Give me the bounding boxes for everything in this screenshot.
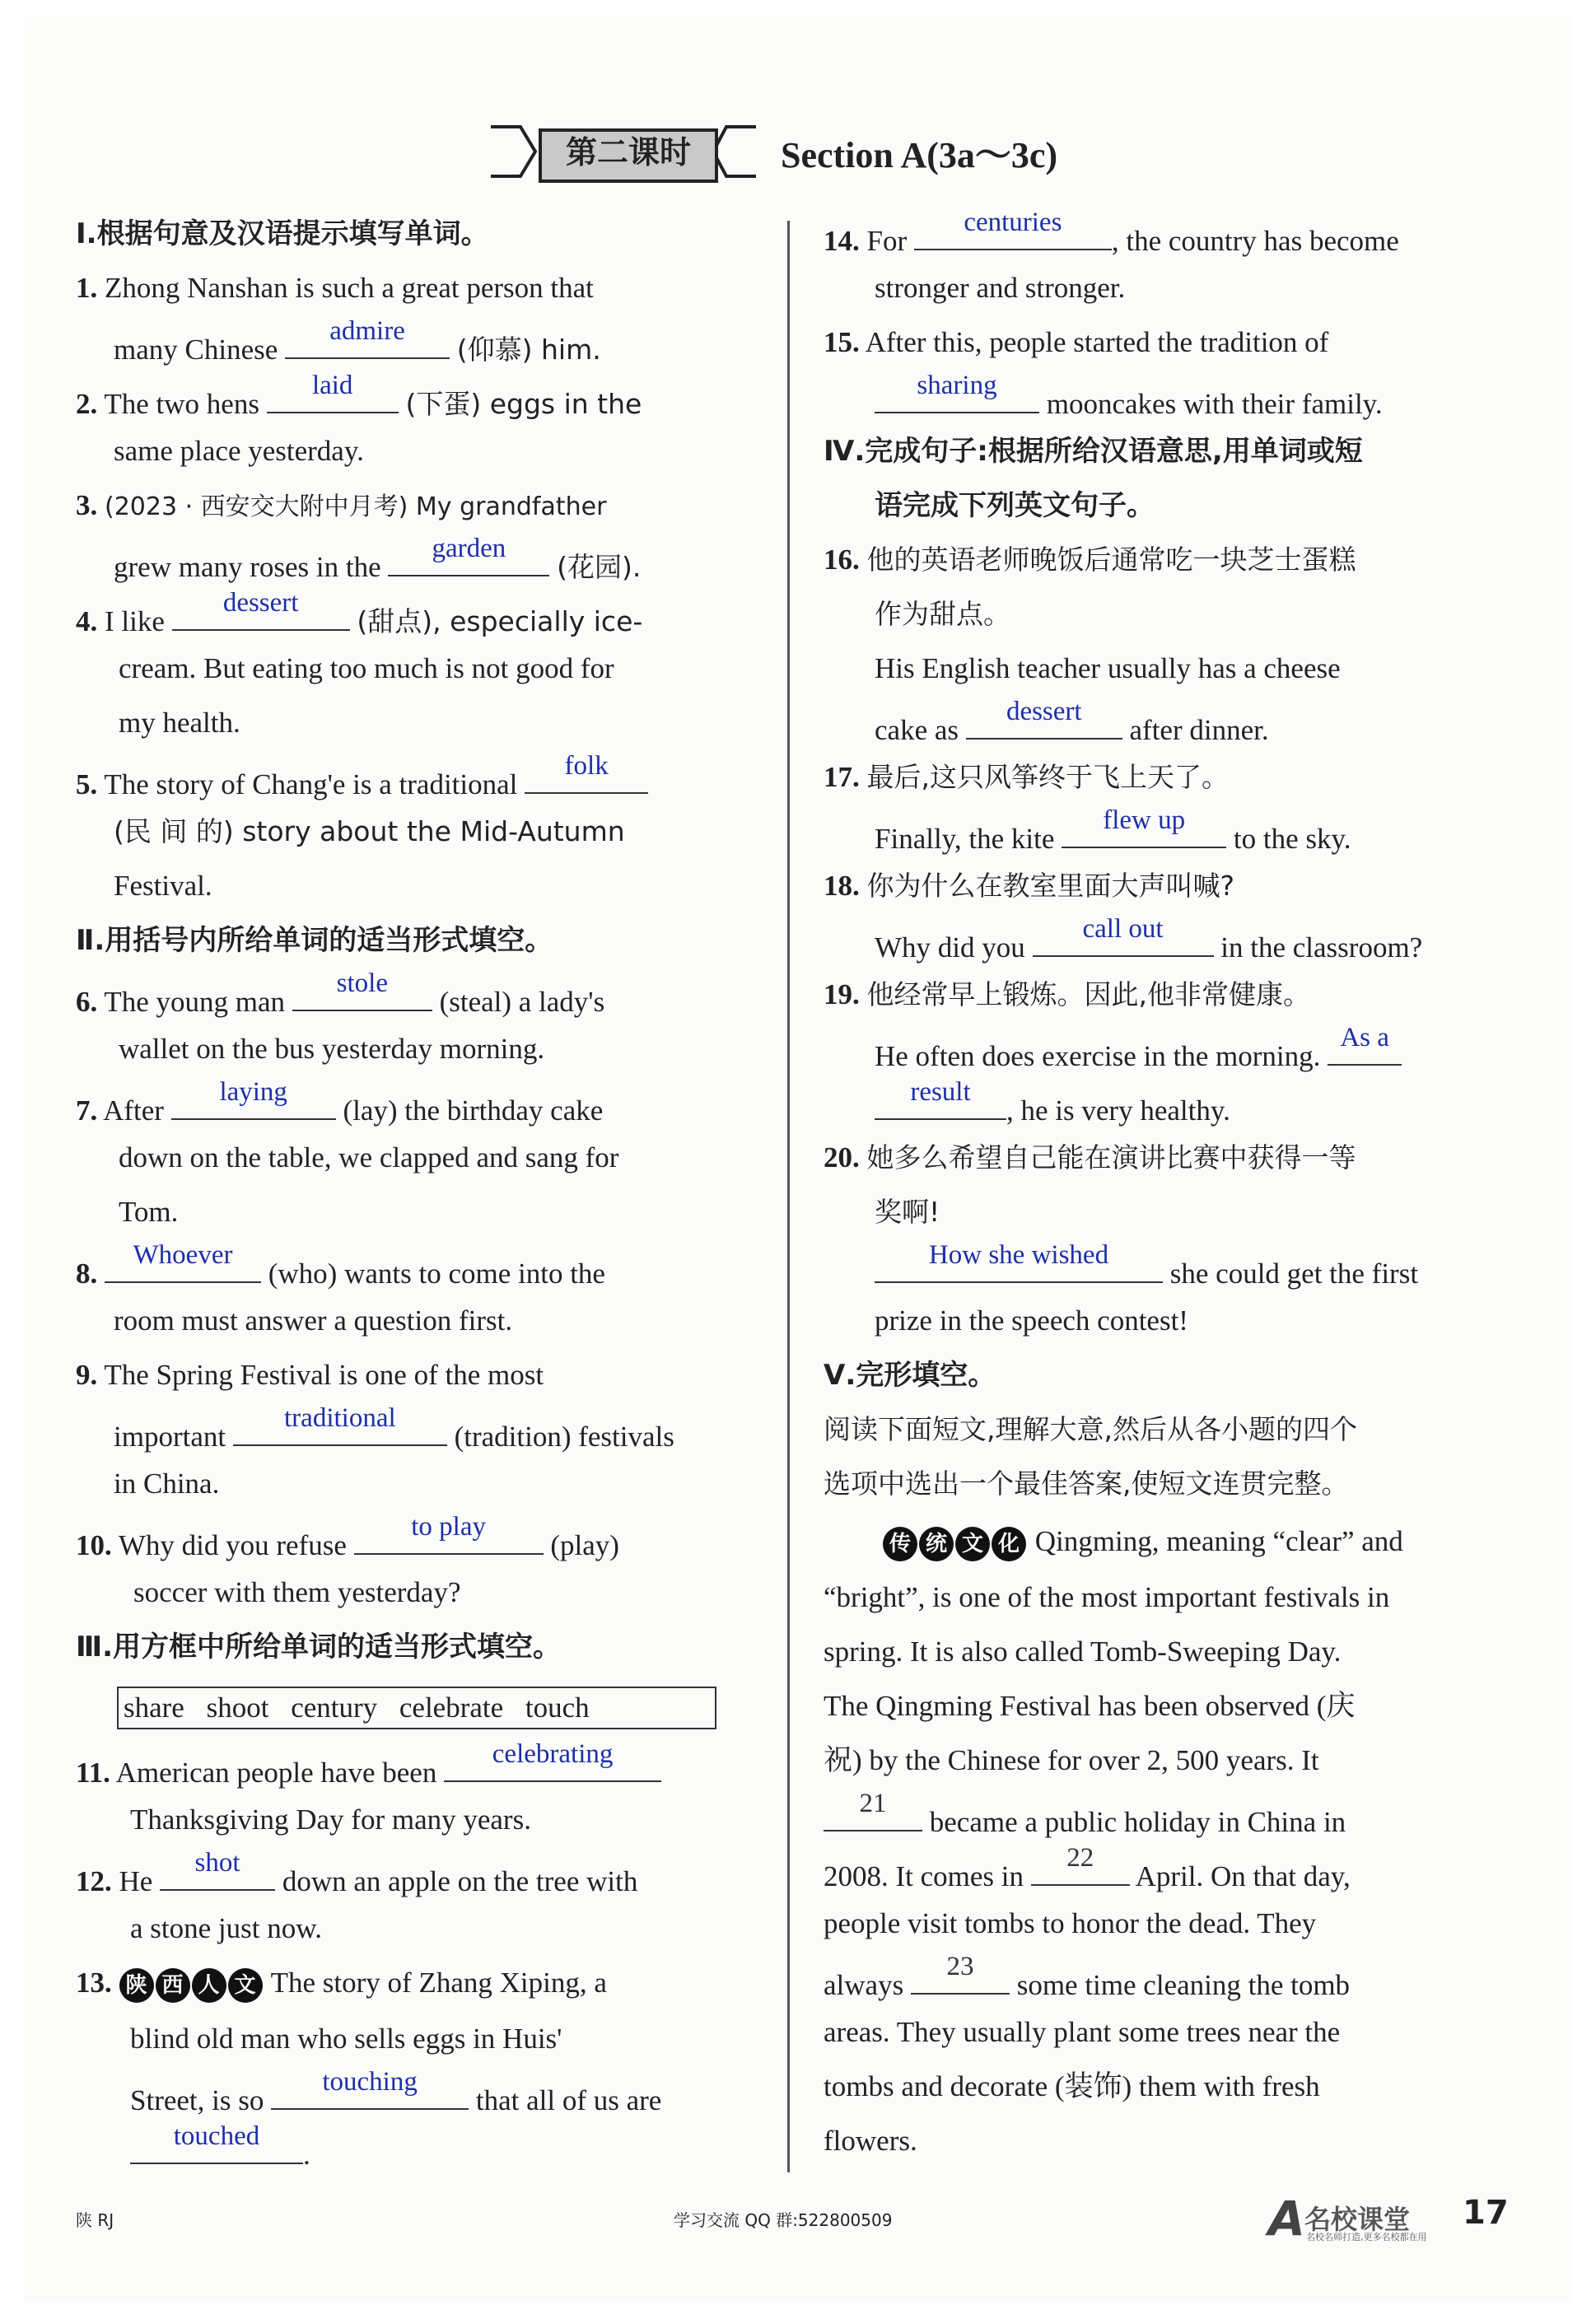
answer-text: folk [564,751,609,781]
passage-line: 祝) by the Chinese for over 2, 500 years. It [824,1744,1319,1776]
question-number: 10. [76,1529,112,1561]
answer-blank[interactable] [1033,914,1214,957]
question-text: (2023 · 西安交大附中月考) My grandfather [105,492,607,521]
badge-char: 陕 [119,1968,154,2003]
question-4-line3: my health. [119,707,240,739]
question-5 [76,751,648,803]
answer-blank[interactable] [285,316,450,359]
question-number: 12. [76,1865,112,1897]
answer-blank[interactable] [388,534,549,576]
part4-heading: Ⅳ.完成句子:根据所给汉语意思,用单词或短 [824,435,1363,468]
passage-line: The Qingming Festival has been observed (庆 [824,1690,1356,1722]
question-number: 4. [76,605,98,637]
question-text: (花园). [557,551,642,583]
badge-char: 文 [228,1968,263,2003]
question-number: 8. [76,1257,98,1290]
brand-logo [1268,2191,1433,2247]
answer-text: As a [1340,1023,1389,1052]
question-text: He [119,1865,153,1897]
passage-line: tombs and decorate (装饰) them with fresh [824,2070,1320,2102]
cloze-blank-22[interactable] [1031,1843,1130,1886]
question-number: 1. [76,272,98,304]
question-text: 他的英语老师晚饭后通常吃一块芝士蛋糕 [866,544,1356,576]
question-8 [76,1240,605,1292]
badge-char: 统 [919,1527,954,1561]
answer-blank[interactable] [1062,805,1226,848]
question-1 [76,270,594,306]
badge-char: 化 [992,1527,1026,1561]
answer-text: stole [336,968,388,998]
answer-text: dessert [222,588,299,618]
answer-blank[interactable] [875,371,1039,413]
passage-line: spring. It is also called Tomb-Sweeping Day. [824,1635,1342,1668]
passage-text: 2008. It comes in [824,1860,1024,1892]
question-text: many Chinese [114,334,278,366]
answer-text: shot [194,1848,240,1878]
answer-blank[interactable] [875,1240,1163,1283]
question-text: 她多么希望自己能在演讲比赛中获得一等 [866,1141,1356,1173]
question-text: (下蛋) eggs in the [405,388,642,420]
answer-blank[interactable] [444,1739,661,1782]
question-13-line4 [130,2121,310,2173]
part2-heading: Ⅱ.用括号内所给单词的适当形式填空。 [76,924,553,957]
question-6-line2: wallet on the bus yesterday morning. [119,1033,545,1065]
question-12-line2: a stone just now. [130,1912,322,1944]
question-number: 11. [76,1757,110,1789]
answer-blank[interactable] [130,2121,303,2164]
answer-text: flew up [1103,805,1186,835]
answer-blank[interactable] [525,751,648,794]
answer-blank[interactable] [966,697,1122,740]
question-number: 3. [76,489,98,521]
answer-text: touched [173,2121,260,2151]
logo-letter: A [1268,2191,1305,2247]
passage-line [824,1843,1351,1895]
question-13-line3 [130,2067,662,2119]
question-19-line3 [875,1077,1230,1129]
passage-text: became a public holiday in China in [929,1806,1346,1838]
question-number: 18. [824,870,860,902]
question-12 [76,1848,638,1900]
answer-text: traditional [284,1403,396,1433]
question-15-line2 [875,371,1383,422]
passage-line: flowers. [824,2125,917,2157]
passage-text: always [824,1969,904,2001]
question-13-line2: blind old man who sells eggs in Huis' [130,2023,562,2055]
question-text: I like [105,605,165,637]
answer-blank[interactable] [233,1403,447,1446]
question-4-line2: cream. But eating too much is not good for [119,652,614,684]
answer-blank[interactable] [292,968,432,1011]
answer-text: laid [311,371,353,400]
answer-text: garden [432,534,506,563]
question-number: 19. [824,978,860,1010]
passage-line: people visit tombs to honor the dead. They [824,1907,1317,1939]
question-text: (lay) the birthday cake [343,1094,604,1127]
question-text: The Spring Festival is one of the most [104,1359,544,1391]
answer-blank[interactable] [171,1077,336,1120]
answer-text: touching [322,2067,418,2097]
question-text: that all of us are [475,2084,662,2116]
question-11 [76,1739,661,1791]
question-20-line4: prize in the speech contest! [875,1304,1188,1337]
question-11-line2: Thanksgiving Day for many years. [130,1803,531,1836]
answer-text: sharing [917,371,997,400]
question-16 [824,542,1356,578]
answer-blank[interactable] [105,1240,261,1283]
answer-blank[interactable] [172,588,350,631]
question-5-line2: (民 间 的) story about the Mid-Autumn [114,815,625,847]
badge-char: 传 [883,1527,917,1561]
part3-heading: Ⅲ.用方框中所给单词的适当形式填空。 [76,1631,562,1663]
passage-line [824,1789,1346,1841]
footer-contact: 学习交流 QQ 群:522800509 [674,2210,893,2230]
question-19 [824,977,1310,1013]
question-7 [76,1077,604,1129]
question-text: 你为什么在教室里面大声叫喊? [866,870,1235,902]
question-number: 20. [824,1141,860,1173]
answer-text: Whoever [133,1240,233,1270]
question-text: After this, people started the tradition of [865,326,1329,358]
cloze-instructions-line2: 选项中选出一个最佳答案,使短文连贯完整。 [824,1467,1349,1500]
culture-badge [883,1525,1028,1557]
question-text: For [866,225,908,257]
question-text: (甜点), especially ice- [357,605,643,637]
passage-text: Qingming, meaning “clear” and [1034,1525,1403,1557]
answer-blank[interactable] [914,208,1112,250]
question-6 [76,968,605,1020]
question-7-line2: down on the table, we clapped and sang for [119,1141,619,1173]
question-20-line3 [875,1240,1419,1292]
question-text: (steal) a lady's [439,986,605,1018]
answer-text: call out [1082,914,1164,944]
question-7-line3: Tom. [119,1196,179,1228]
question-text: (tradition) festivals [454,1421,674,1453]
question-text: cake as [875,714,959,746]
answer-text: to play [411,1512,486,1542]
cloze-instructions: 阅读下面短文,理解大意,然后从各小题的四个 [824,1413,1357,1445]
question-text: important [114,1421,226,1453]
question-2-line2: same place yesterday. [114,435,364,467]
question-text: The story of Zhang Xiping, a [270,1967,607,1999]
question-text: (who) wants to come into the [268,1257,605,1290]
question-20 [824,1140,1356,1176]
passage-line: “bright”, is one of the most important festivals in [824,1581,1390,1613]
section-title: Section A(3a～3c) [781,135,1058,175]
question-text: 最后,这只风筝终于飞上天了。 [866,761,1229,793]
blank-number: 23 [946,1952,974,1981]
lesson-banner [488,122,759,181]
answer-blank[interactable] [875,1077,1006,1120]
passage-line [824,1952,1351,2004]
question-14 [824,208,1399,259]
passage-text: April. On that day, [1135,1860,1351,1892]
page-header [0,115,1596,189]
question-18-line2 [875,914,1423,966]
question-text: (play) [550,1529,619,1561]
part4-heading-line2: 语完成下列英文句子。 [875,489,1155,522]
question-10-line2: soccer with them yesterday? [133,1576,461,1608]
question-number: 15. [824,326,860,358]
passage-text: some time cleaning the tomb [1016,1969,1351,2001]
question-text: The two hens [104,388,259,420]
question-16-line4 [875,697,1269,749]
question-number: 2. [76,388,98,420]
question-2 [76,371,642,422]
question-number: 9. [76,1359,98,1391]
question-text: to the sky. [1233,823,1351,855]
question-number: 17. [824,761,860,793]
answer-text: result [910,1077,971,1107]
part1-heading: Ⅰ.根据句意及汉语提示填写单词。 [76,217,489,250]
answer-text: laying [219,1077,287,1107]
question-text: The story of Chang'e is a traditional [104,768,518,800]
question-text: in the classroom? [1220,931,1423,964]
question-3 [76,488,606,525]
page-number: 17 [1463,2194,1509,2232]
cloze-blank-21[interactable] [824,1789,922,1831]
question-text: . [303,2139,310,2171]
answer-text: admire [329,316,405,346]
question-text: American people have been [115,1757,437,1789]
answer-text: How she wished [928,1240,1109,1270]
badge-char: 文 [955,1527,990,1561]
answer-blank[interactable] [267,371,399,413]
answer-blank[interactable] [271,2067,469,2110]
lesson-label: 第二课时 [539,128,718,183]
question-text: (仰慕) him. [456,334,601,366]
question-number: 16. [824,544,860,576]
question-text: Why did you [875,931,1025,964]
question-text: Finally, the kite [875,823,1055,855]
question-13 [76,1965,607,2003]
answer-text: centuries [964,208,1062,237]
answer-blank[interactable] [354,1512,544,1555]
question-8-line2: room must answer a question first. [114,1304,513,1337]
question-text: she could get the first [1169,1257,1419,1290]
question-17-line2 [875,805,1351,857]
question-1-line2 [114,316,601,368]
question-text: He often does exercise in the morning. [875,1040,1321,1072]
blank-number: 22 [1066,1843,1094,1873]
question-number: 7. [76,1094,98,1127]
question-text: Zhong Nanshan is such a great person that [105,272,594,304]
question-17 [824,759,1229,796]
answer-text: dessert [1006,697,1082,726]
badge-char: 人 [192,1968,226,2003]
logo-subtext: 名校名师打造,更多名校都在用 [1306,2232,1427,2242]
question-number: 14. [824,225,860,257]
question-20-line2: 奖啊! [875,1196,940,1228]
question-18 [824,868,1234,904]
logo-text: 名校课堂 [1304,2204,1411,2235]
badge-char: 西 [156,1968,190,2003]
blank-number: 21 [859,1789,887,1818]
question-text: Street, is so [130,2084,264,2116]
answer-blank[interactable] [1328,1023,1402,1066]
question-16-line2: 作为甜点。 [875,598,1010,630]
question-text: mooncakes with their family. [1046,388,1383,420]
question-9-line3: in China. [114,1467,220,1500]
question-text: Why did you refuse [118,1529,347,1561]
answer-text: celebrating [492,1739,614,1769]
question-text: The young man [104,986,286,1018]
culture-badge [119,1967,264,1999]
question-5-line3: Festival. [114,870,212,902]
question-3-line2 [114,534,642,586]
question-text: , he is very healthy. [1006,1094,1230,1127]
passage-line [883,1523,1403,1561]
question-number: 6. [76,986,98,1018]
question-14-line2: stronger and stronger. [875,272,1126,304]
question-text: , the country has become [1111,225,1399,257]
question-text: after dinner. [1129,714,1269,746]
question-19-line2 [875,1023,1402,1075]
question-10 [76,1512,619,1564]
question-9-line2 [114,1403,674,1455]
cloze-blank-23[interactable] [911,1952,1010,1995]
question-text: 他经常早上锻炼。因此,他非常健康。 [866,978,1310,1010]
part5-heading: Ⅴ.完形填空。 [824,1359,996,1392]
word-box: share shoot century celebrate touch [117,1687,716,1729]
passage-line: areas. They usually plant some trees near the [824,2016,1341,2048]
question-number: 13. [76,1967,112,1999]
question-15 [824,324,1328,361]
question-4 [76,588,643,640]
question-text: down an apple on the tree with [282,1865,638,1897]
question-number: 5. [76,768,98,800]
column-divider [787,221,790,2172]
question-16-line3: His English teacher usually has a cheese [875,652,1341,684]
footer-edition: 陕 RJ [76,2210,114,2230]
question-text: grew many roses in the [114,551,381,583]
question-9 [76,1357,544,1393]
question-text: After [103,1094,164,1127]
answer-blank[interactable] [160,1848,275,1891]
